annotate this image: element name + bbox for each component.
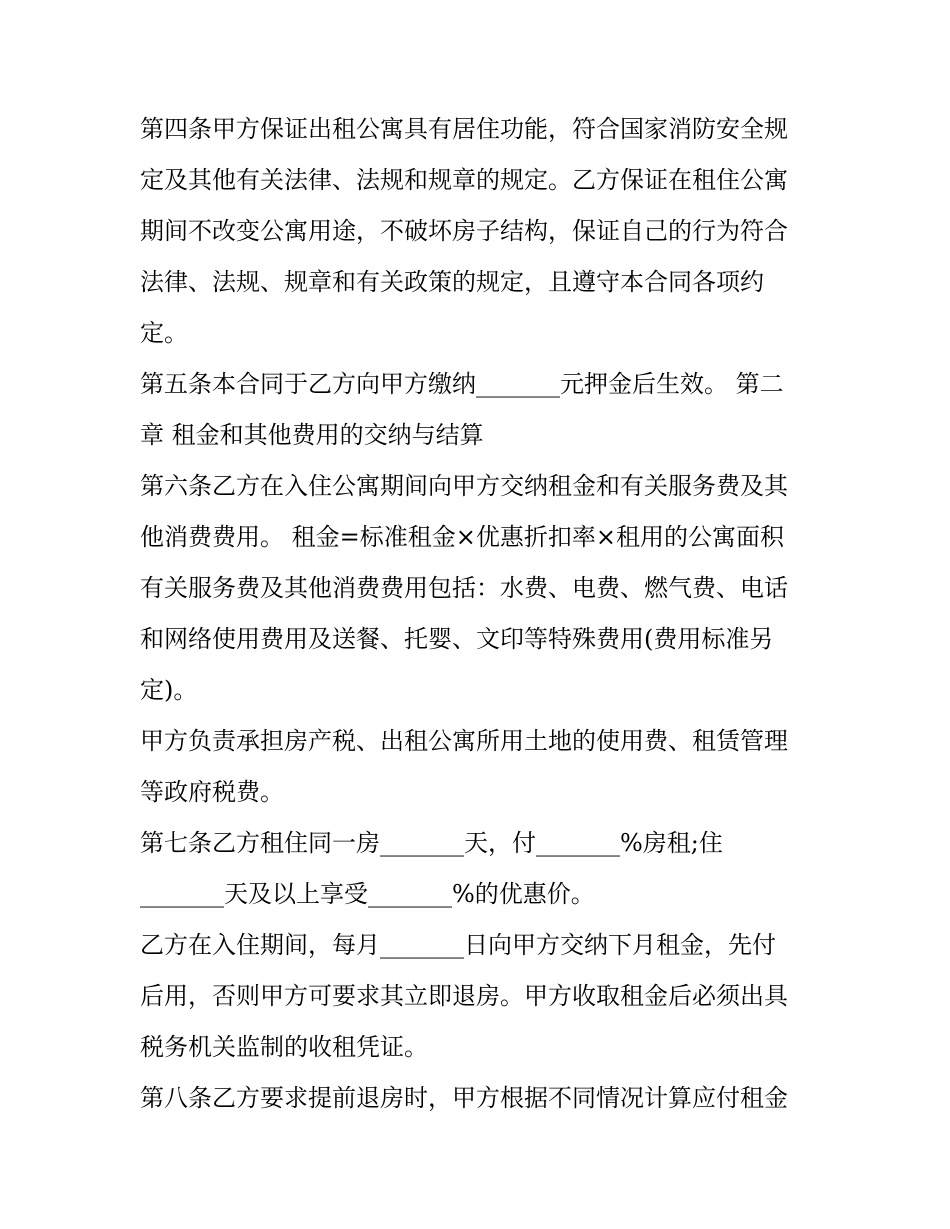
text-line: _______天及以上享受_______%的优惠价。: [140, 880, 595, 908]
text-line: 法律、法规、规章和有关政策的规定，且遵守本合同各项约: [140, 268, 764, 296]
text-line: 甲方负责承担房产税、出租公寓所用土地的使用费、租赁管理: [140, 727, 788, 755]
text-line: 定)。: [140, 676, 198, 704]
text-line: 章 租金和其他费用的交纳与结算: [140, 421, 484, 449]
text-line: 第七条乙方租住同一房_______天，付_______%房租;住: [140, 829, 723, 857]
text-line: 第六条乙方在入住公寓期间向甲方交纳租金和有关服务费及其: [140, 472, 788, 500]
text-line: 乙方在入住期间，每月_______日向甲方交纳下月租金，先付: [140, 931, 776, 959]
text-line: 期间不改变公寓用途，不破坏房子结构，保证自己的行为符合: [140, 217, 788, 245]
text-line: 定及其他有关法律、法规和规章的规定。乙方保证在租住公寓: [140, 166, 788, 194]
text-line: 定。: [140, 319, 188, 347]
text-line: 税务机关监制的收租凭证。: [140, 1033, 428, 1061]
text-line: 等政府税费。: [140, 778, 284, 806]
text-line: 有关服务费及其他消费费用包括：水费、电费、燃气费、电话: [140, 574, 788, 602]
contract-text: [140, 104, 820, 1124]
text-line: 第八条乙方要求提前退房时，甲方根据不同情况计算应付租金: [140, 1084, 788, 1112]
text-line: 第五条本合同于乙方向甲方缴纳_______元押金后生效。 第二: [140, 370, 784, 398]
text-line: 和网络使用费用及送餐、托婴、文印等特殊费用(费用标准另: [140, 625, 774, 653]
text-line: 第四条甲方保证出租公寓具有居住功能，符合国家消防安全规: [140, 115, 788, 143]
text-line: 他消费费用。 租金=标准租金×优惠折扣率×租用的公寓面积: [140, 523, 784, 551]
text-line: 后用，否则甲方可要求其立即退房。甲方收取租金后必须出具: [140, 982, 788, 1010]
